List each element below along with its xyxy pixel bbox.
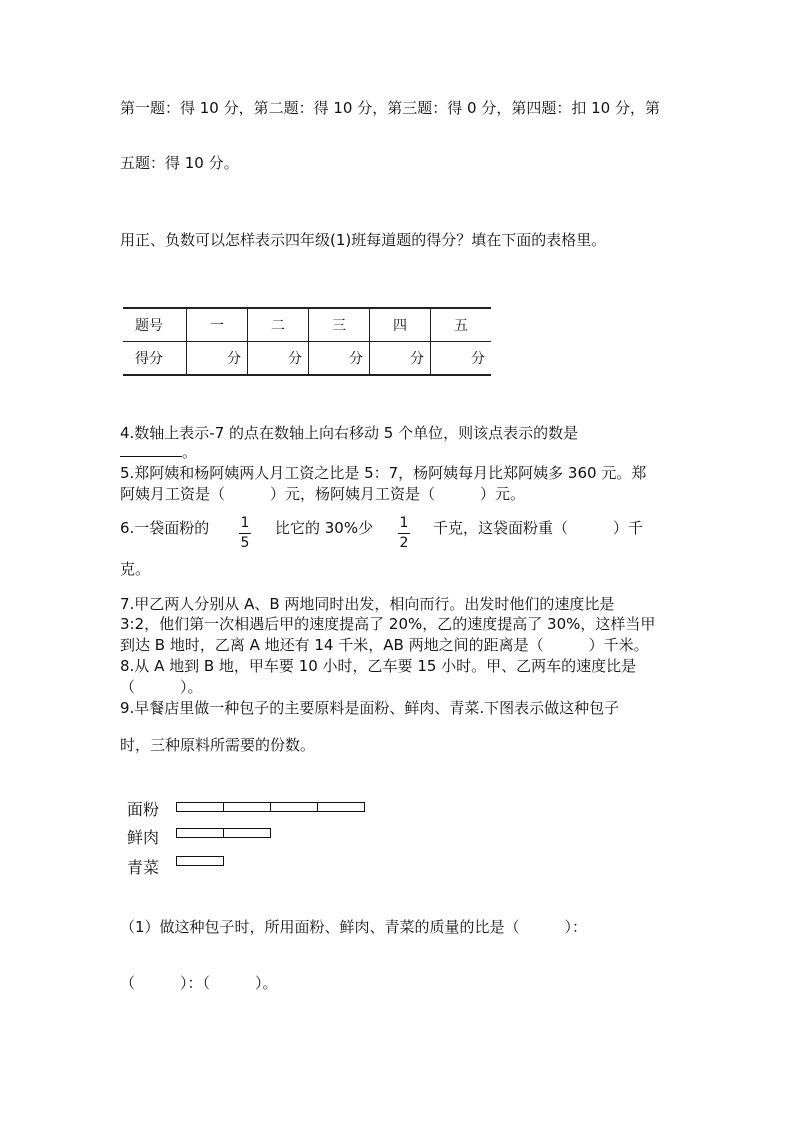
question-7-line-1: 7.甲乙两人分别从 A、B 两地同时出发，相向而行。出发时他们的速度比是	[120, 595, 615, 613]
ingredient-part-box	[223, 828, 271, 838]
question-5-line-1: 5.郑阿姨和杨阿姨两人月工资之比是 5：7，杨阿姨每月比郑阿姨多 360 元。郑	[120, 464, 647, 482]
ingredient-label-vegetable: 青菜	[127, 858, 160, 877]
score-cell[interactable]: 分	[309, 342, 370, 376]
fraction-one-half	[398, 515, 410, 552]
intro-line-2: 五题：得 10 分。	[120, 154, 239, 172]
sub-question-1-line-2: （ ）：（ ）。	[120, 974, 278, 992]
question-7-line-3: 到达 B 地时，乙离 A 地还有 14 千米，AB 两地之间的距离是（ ）千米。	[120, 636, 649, 654]
question-9-line-1: 9.早餐店里做一种包子的主要原料是面粉、鲜肉、青菜.下图表示做这种包子	[120, 699, 620, 717]
fraction-denominator: 5	[240, 535, 250, 551]
question-9-line-2: 时，三种原料所需要的份数。	[120, 736, 316, 754]
ingredient-part-box	[223, 802, 271, 812]
question-6-part-1: 6.一袋面粉的	[120, 519, 210, 537]
question-4	[120, 423, 578, 443]
ingredient-part-box	[176, 828, 224, 838]
sub-question-1-line-1: （1）做这种包子时，所用面粉、鲜肉、青菜的质量的比是（ ）：	[120, 918, 588, 936]
ingredient-part-box	[270, 802, 318, 812]
fraction-numerator: 1	[399, 515, 409, 531]
row-label: 得分	[123, 342, 187, 376]
column-header: 五	[431, 308, 492, 342]
question-5-line-2: 阿姨月工资是（ ）元，杨阿姨月工资是（ ）元。	[120, 485, 526, 503]
intro-line-1: 第一题：得 10 分，第二题：得 10 分，第三题：得 0 分，第四题：扣 10 分，第	[120, 99, 660, 117]
question-4-end: 。	[182, 443, 198, 461]
question-6-part-3: 千克，这袋面粉重（ ）千	[433, 519, 644, 537]
answer-blank[interactable]	[120, 442, 182, 457]
ingredient-part-box	[176, 802, 224, 812]
ingredient-part-box	[176, 856, 224, 866]
question-6-part-2: 比它的 30%少	[275, 519, 374, 537]
intro-question: 用正、负数可以怎样表示四年级(1)班每道题的得分？填在下面的表格里。	[120, 231, 607, 249]
question-8-line-2: （ ）。	[120, 678, 203, 696]
question-6-line-2: 克。	[120, 560, 151, 578]
table-header-row	[123, 308, 491, 342]
fraction-numerator: 1	[240, 515, 250, 531]
ingredient-label-flour: 面粉	[127, 800, 160, 819]
score-table	[123, 307, 491, 376]
question-4-text: 4.数轴上表示-7 的点在数轴上向右移动 5 个单位，则该点表示的数是	[120, 424, 579, 442]
question-7-line-2: 3:2，他们第一次相遇后甲的速度提高了 20%，乙的速度提高了 30%，这样当甲	[120, 615, 656, 633]
score-cell[interactable]: 分	[370, 342, 431, 376]
column-header: 一	[187, 308, 248, 342]
fraction-one-fifth	[239, 515, 251, 552]
ingredient-part-box	[317, 802, 365, 812]
question-8-line-1: 8.从 A 地到 B 地，甲车要 10 小时，乙车要 15 小时。甲、乙两车的速度比是	[120, 657, 637, 675]
table-score-row	[123, 342, 491, 376]
column-header: 二	[248, 308, 309, 342]
column-header: 三	[309, 308, 370, 342]
header-label: 题号	[123, 308, 187, 342]
question-4-answer	[120, 442, 197, 462]
score-cell[interactable]: 分	[431, 342, 492, 376]
score-cell[interactable]: 分	[248, 342, 309, 376]
column-header: 四	[370, 308, 431, 342]
ingredient-label-meat: 鲜肉	[127, 828, 160, 847]
score-cell[interactable]: 分	[187, 342, 248, 376]
fraction-denominator: 2	[399, 535, 409, 551]
